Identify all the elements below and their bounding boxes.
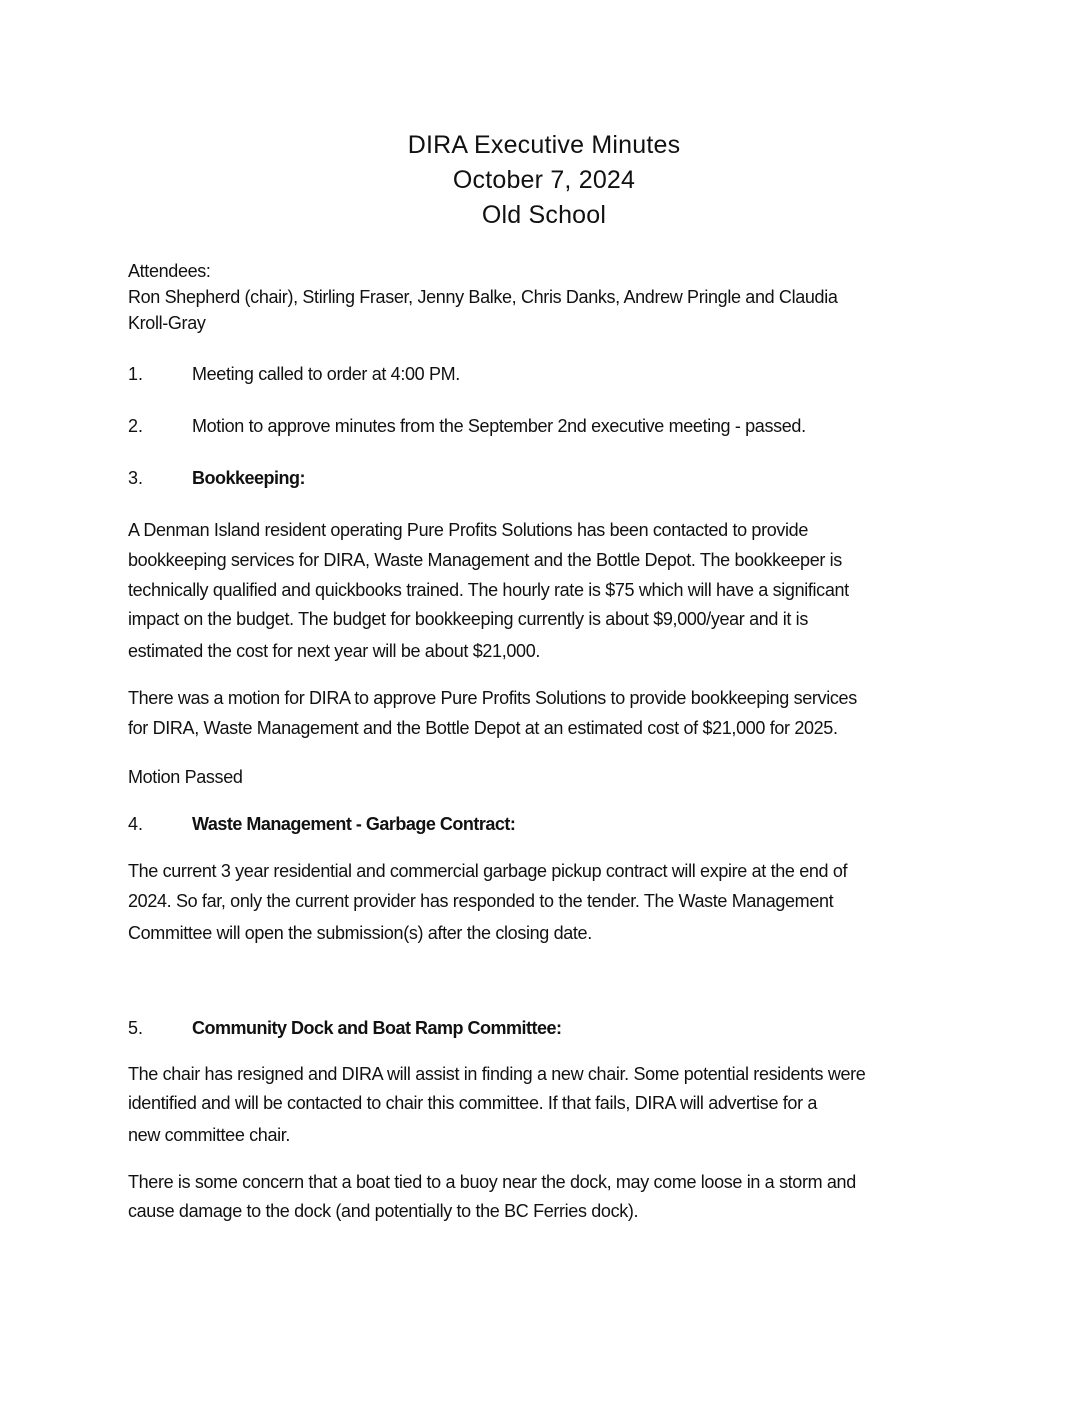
dock-para-1-line-3: new committee chair. xyxy=(128,1125,291,1145)
dock-para-2-line-2: cause damage to the dock (and potentially to the BC Ferries dock). xyxy=(128,1201,639,1221)
item-2-number: 2. xyxy=(128,416,144,436)
item-3-number: 3. xyxy=(128,468,144,488)
bookkeeping-para-2-line-1: There was a motion for DIRA to approve Pure Profits Solutions to provide bookkeeping services xyxy=(128,688,857,708)
waste-para-line-2: 2024. So far, only the current provider has responded to the tender. The Waste Management xyxy=(128,891,834,911)
waste-para-line-3: Committee will open the submission(s) after the closing date. xyxy=(128,923,592,943)
dock-para-1-line-2: identified and will be contacted to chair this committee. If that fails, DIRA will advertise for a xyxy=(128,1093,818,1113)
bookkeeping-motion-result: Motion Passed xyxy=(128,767,243,787)
item-5-number: 5. xyxy=(128,1018,144,1038)
waste-para-line-1: The current 3 year residential and commercial garbage pickup contract will expire at the end of xyxy=(128,861,848,881)
dock-para-1-line-1: The chair has resigned and DIRA will assist in finding a new chair. Some potential residents were xyxy=(128,1064,866,1084)
item-4-number: 4. xyxy=(128,814,144,834)
bookkeeping-para-1-line-4: impact on the budget. The budget for bookkeeping currently is about $9,000/year and it is xyxy=(128,609,808,629)
attendees-list-line-1: Ron Shepherd (chair), Stirling Fraser, Jenny Balke, Chris Danks, Andrew Pringle and Claudia xyxy=(128,287,838,307)
item-3-heading: Bookkeeping: xyxy=(192,468,306,488)
bookkeeping-para-1-line-2: bookkeeping services for DIRA, Waste Management and the Bottle Depot. The bookkeeper is xyxy=(128,550,842,570)
document-header xyxy=(0,128,1088,233)
attendees-list-line-2: Kroll-Gray xyxy=(128,313,206,333)
item-1-number: 1. xyxy=(128,364,144,384)
item-4-heading: Waste Management - Garbage Contract: xyxy=(192,814,516,834)
document-title: DIRA Executive Minutes xyxy=(407,131,681,159)
bookkeeping-para-1-line-3: technically qualified and quickbooks trained. The hourly rate is $75 which will have a significant xyxy=(128,580,849,600)
attendees-label: Attendees: xyxy=(128,261,211,281)
bookkeeping-para-1-line-5: estimated the cost for next year will be about $21,000. xyxy=(128,641,541,661)
meeting-date: October 7, 2024 xyxy=(452,166,636,194)
meeting-location: Old School xyxy=(481,201,607,229)
bookkeeping-para-1-line-1: A Denman Island resident operating Pure Profits Solutions has been contacted to provide xyxy=(128,520,808,540)
item-1-text: Meeting called to order at 4:00 PM. xyxy=(192,364,460,384)
item-5-heading: Community Dock and Boat Ramp Committee: xyxy=(192,1018,562,1038)
bookkeeping-para-2-line-2: for DIRA, Waste Management and the Bottle Depot at an estimated cost of $21,000 for 2025. xyxy=(128,718,838,738)
item-2-text: Motion to approve minutes from the September 2nd executive meeting - passed. xyxy=(192,416,806,436)
dock-para-2-line-1: There is some concern that a boat tied to a buoy near the dock, may come loose in a storm and xyxy=(128,1172,856,1192)
